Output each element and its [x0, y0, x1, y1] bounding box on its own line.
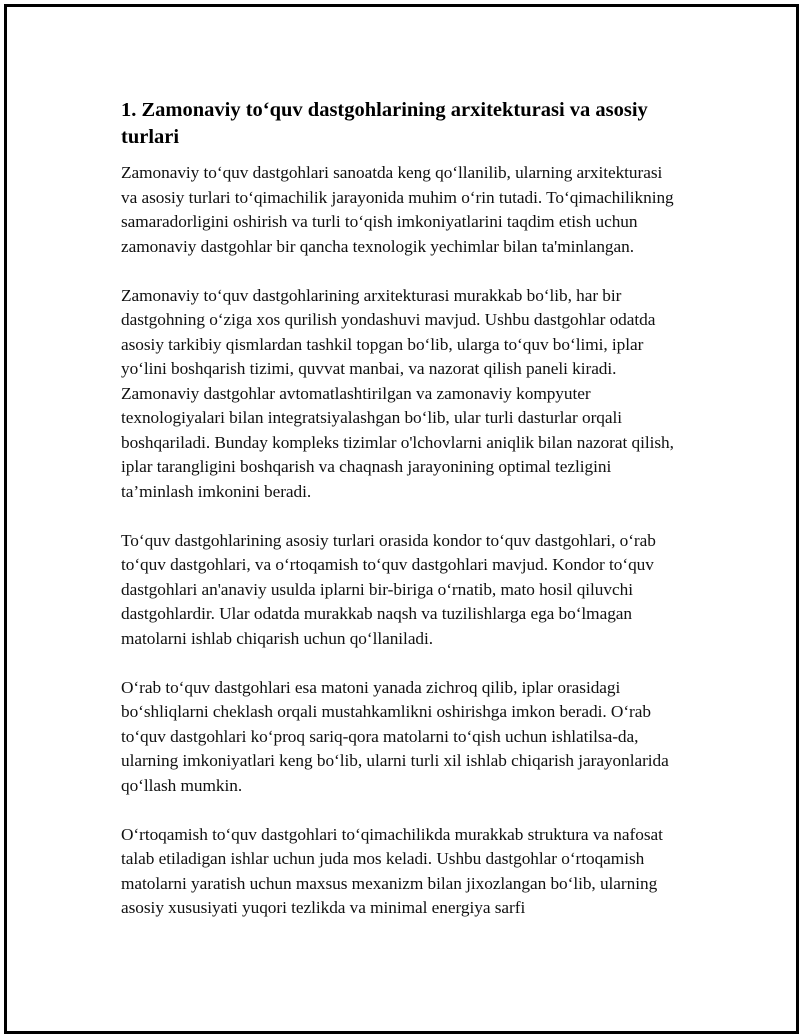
- paragraph-orab-looms: O‘rab to‘quv dastgohlari esa matoni yanada zichroq qilib, iplar orasidagi bo‘shliqlarni cheklash orqali mustahkamlikni oshirishga imkon beradi. O‘rab to‘quv dastgohlari ko‘proq sariq-qora matolarni to‘qish uchun ishlatilsa-da, ularning imkoniyatlari keng bo‘lib, ularni turli xil ishlab chiqarish jarayonlarida qo‘llash mumkin.: [121, 677, 669, 795]
- section-heading: 1. Zamonaviy to‘quv dastgohlarining arxitekturasi va asosiy turlari: [121, 99, 648, 148]
- paragraph-main-types: To‘quv dastgohlarining asosiy turlari orasida kondor to‘quv dastgohlari, o‘rab to‘quv dastgohlari, va o‘rtoqamish to‘quv dastgohlari mavjud. Kondor to‘quv dastgohlari an'anaviy usulda iplarni bir-biriga o‘rnatib, mato hosil qiluvchi dastgohlardir. Ular odatda murakkab naqsh va tuzilishlarga ega bo‘lmagan matolarni ishlab chiqarish uchun qo‘llaniladi.: [121, 530, 656, 648]
- document-body: [121, 97, 681, 945]
- paragraph-intro: Zamonaviy to‘quv dastgohlari sanoatda keng qo‘llanilib, ularning arxitekturasi va asosiy turlari to‘qimachilik jarayonida muhim o‘rin tutadi. To‘qimachilikning samaradorligini oshirish va turli to‘qish imkoniyatlarini taqdim etish uchun zamonaviy dastgohlar bir qancha texnologik yechimlar bilan ta'minlangan.: [121, 163, 674, 256]
- page-frame: [4, 4, 799, 1034]
- paragraph-architecture: Zamonaviy to‘quv dastgohlarining arxitekturasi murakkab bo‘lib, har bir dastgohning o‘ziga xos qurilish yondashuvi mavjud. Ushbu dastgohlar odatda asosiy tarkibiy qismlardan tashkil topgan bo‘lib, ularga to‘quv bo‘limi, iplar yo‘lini boshqarish tizimi, quvvat manbai, va nazorat qilish paneli kiradi. Zamonaviy dastgohlar avtomatlashtirilgan va zamonaviy kompyuter texnologiyalari bilan integratsiyalashgan bo‘lib, ular turli dasturlar orqali boshqariladi. Bunday kompleks tizimlar o'lchovlarni aniqlik bilan nazorat qilish, iplar tarangligini boshqarish va chaqnash jarayonining optimal tezligini ta’minlash imkonini beradi.: [121, 285, 674, 501]
- paragraph-ortoqamish-looms: O‘rtoqamish to‘quv dastgohlari to‘qimachilikda murakkab struktura va nafosat talab etiladigan ishlar uchun juda mos keladi. Ushbu dastgohlar o‘rtoqamish matolarni yaratish uchun maxsus mexanizm bilan jixozlangan bo‘lib, ularning asosiy xususiyati yuqori tezlikda va minimal energiya sarfi: [121, 824, 663, 917]
